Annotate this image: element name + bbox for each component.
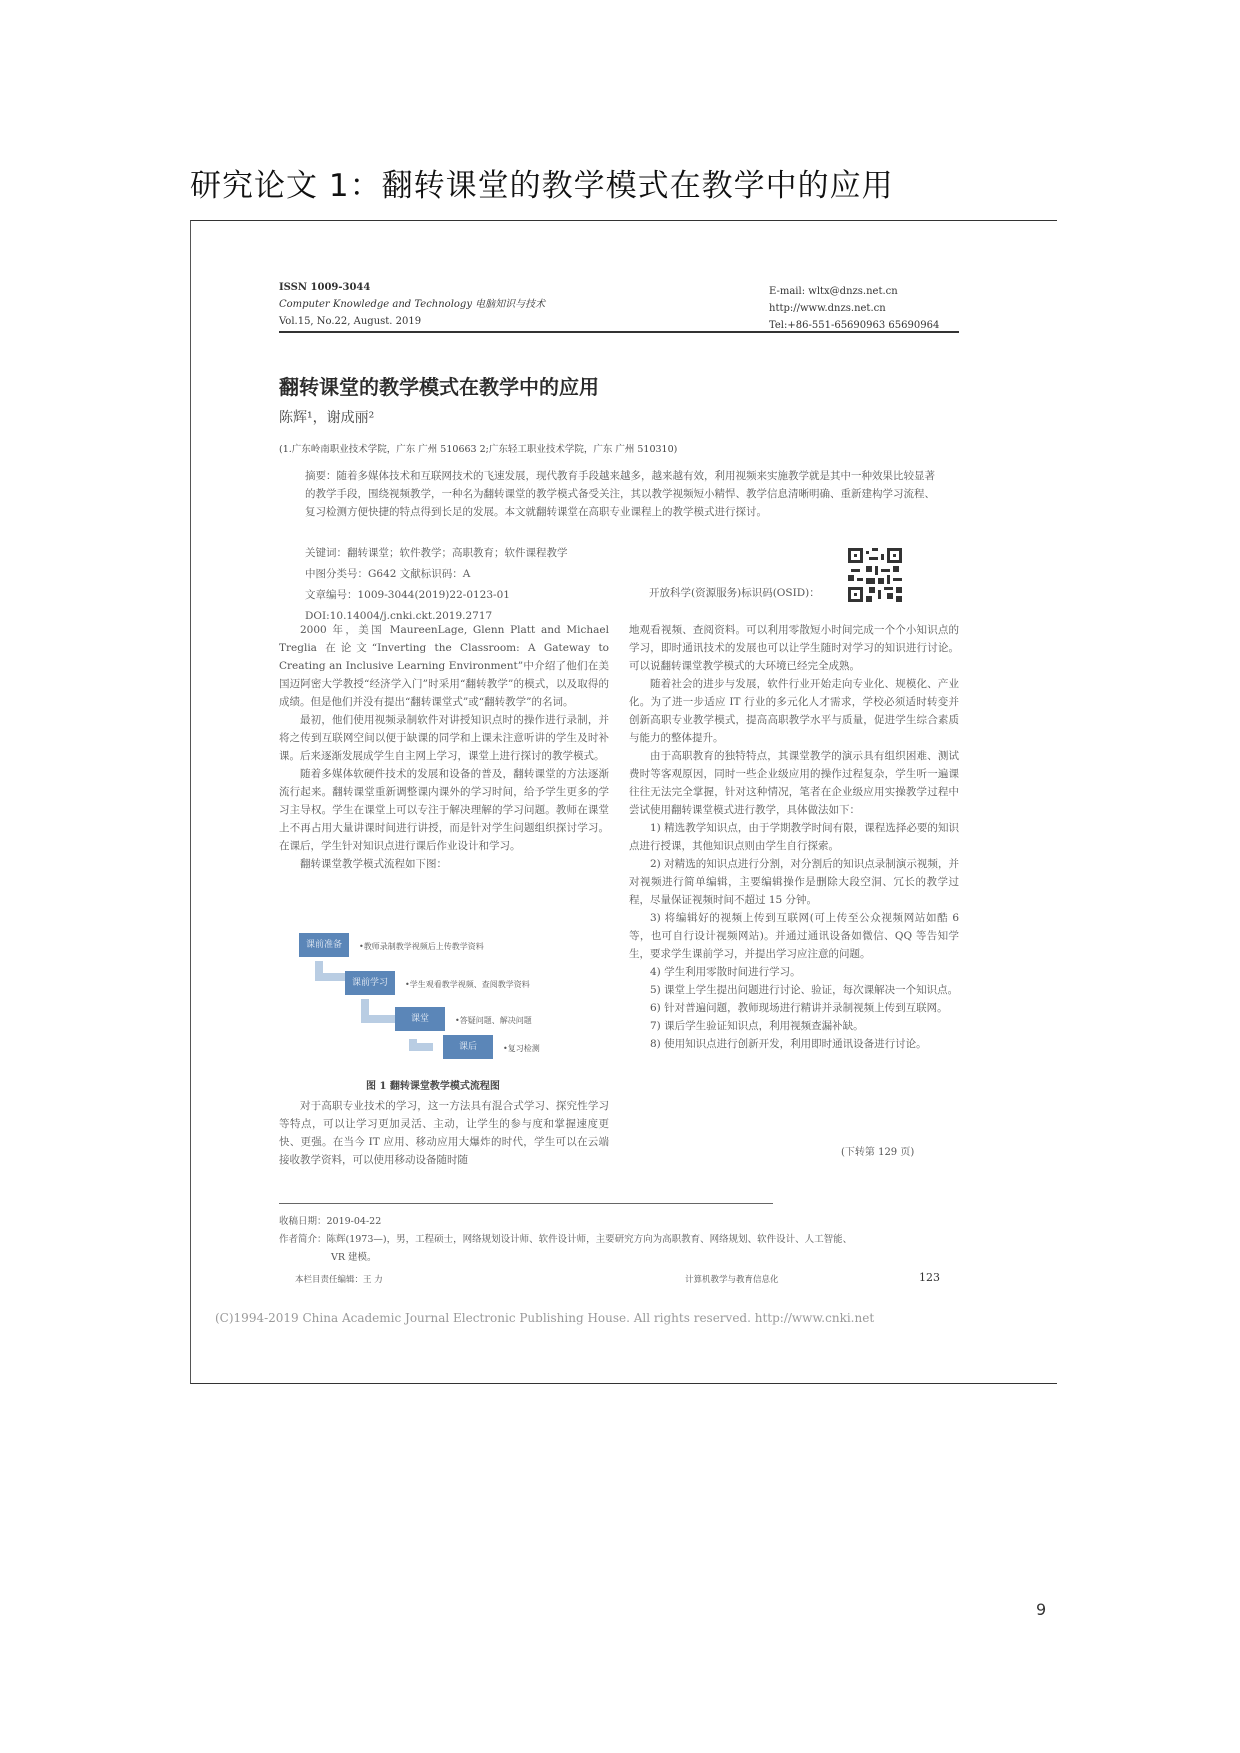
- journal-header-left: [279, 279, 545, 330]
- flow-box-after-class: 课后: [443, 1035, 493, 1059]
- article-authors: 陈辉¹，谢成丽²: [279, 410, 375, 426]
- page-number: 9: [1036, 1600, 1047, 1619]
- right-column: [629, 621, 959, 1053]
- flow-box-in-class: 课堂: [395, 1007, 445, 1031]
- list-item: 3) 将编辑好的视频上传到互联网(可上传至公众视频网站如酷 6 等，也可自行设计视频网站)。并通过通讯设备如微信、QQ 等告知学生，要求学生课前学习，并提出学习应注意的问题。: [629, 912, 959, 960]
- left-column-continuation: [279, 1097, 609, 1169]
- list-item: 6) 针对普遍问题，教师现场进行精讲并录制视频上传到互联网。: [650, 1002, 948, 1014]
- qr-code-icon: [848, 548, 902, 602]
- paragraph: 对于高职专业技术的学习，这一方法具有混合式学习、探究性学习等特点，可以让学习更加灵活、主动，让学生的参与度和掌握速度更快、更强。在当今 IT 应用、移动应用大爆炸的时代，学生可以在云端接收教学资料，可以使用移动设备随时随: [279, 1100, 609, 1166]
- scanned-article-frame: [190, 220, 1057, 1384]
- phone-line: Tel:+86-551-65690963 65690964: [769, 320, 940, 331]
- continued-note: (下转第 129 页): [841, 1147, 915, 1158]
- author-bio: 作者简介：陈辉(1973—)，男，工程硕士，网络规划设计师、软件设计师，主要研究方向为高职教育、网络规划、软件设计、人工智能、: [279, 1234, 853, 1245]
- footnote-rule: [279, 1203, 773, 1204]
- article-number: 文章编号：1009-3044(2019)22-0123-01: [305, 589, 510, 601]
- article-title: 翻转课堂的教学模式在教学中的应用: [279, 375, 599, 399]
- article-meta: [305, 543, 568, 627]
- paragraph: 由于高职教育的独特特点，其课堂教学的演示具有组织困难、测试费时等客观原因，同时一些企业级应用的操作过程复杂，学生听一遍课往往无法完全掌握，针对这种情况，笔者在企业级应用实操教学过程中尝试使用翻转课堂模式进行教学，具体做法如下：: [629, 750, 959, 816]
- footer-page-number: 123: [919, 1271, 940, 1284]
- scanned-article: [191, 221, 1057, 1383]
- website-line: http://www.dnzs.net.cn: [769, 303, 886, 314]
- footer-section: 计算机教学与教育信息化: [685, 1275, 779, 1285]
- email-line: E-mail: wltx@dnzs.net.cn: [769, 286, 898, 297]
- paragraph: 地观看视频、查阅资料。可以利用零散短小时间完成一个个小知识点的学习，即时通讯技术的发展也可以让学生随时对学习的知识进行讨论。可以说翻转课堂教学模式的大环境已经完全成熟。: [629, 624, 959, 672]
- paragraph: 随着多媒体软硬件技术的发展和设备的普及，翻转课堂的方法逐渐流行起来。翻转课堂重新调整课内课外的学习时间，给予学生更多的学习主导权。学生在课堂上可以专注于解决理解的学习问题。教师在课堂上不再占用大量讲课时间进行讲授，而是针对学生问题组织探讨学习。在课后，学生针对知识点进行课后作业设计和学习。: [279, 768, 609, 852]
- article-abstract: 摘要：随着多媒体技术和互联网技术的飞速发展，现代教育手段越来越多，越来越有效，利用视频来实施教学就是其中一种效果比较显著的教学手段，围绕视频教学，一种名为翻转课堂的教学模式备受关注，其以教学视频短小精悍、教学信息清晰明确、重新建构学习流程、复习检测方便快捷的特点得到长足的发展。本文就翻转课堂在高职专业课程上的教学模式进行探讨。: [305, 470, 935, 518]
- list-item: 2) 对精选的知识点进行分割，对分割后的知识点录制演示视频，并对视频进行简单编辑，主要编辑操作是删除大段空洞、冗长的教学过程，尽量保证视频时间不超过 15 分钟。: [629, 858, 959, 906]
- received-date: 收稿日期：2019-04-22: [279, 1216, 382, 1227]
- author-bio-continuation: VR 建模。: [331, 1252, 377, 1263]
- list-item: 7) 课后学生验证知识点，利用视频查漏补缺。: [650, 1020, 864, 1032]
- list-item: 1) 精选教学知识点，由于学期教学时间有限，课程选择必要的知识点进行授课，其他知识点则由学生自行探索。: [629, 822, 959, 852]
- issn-line: ISSN 1009-3044: [279, 282, 371, 293]
- paragraph: 最初，他们使用视频录制软件对讲授知识点时的操作进行录制，并将之传到互联网空间以便于缺课的同学和上课未注意听讲的学生及时补课。后来逐渐发展成学生自主网上学习，课堂上进行探讨的教学模式。: [279, 714, 609, 762]
- copyright-notice: (C)1994-2019 China Academic Journal Electronic Publishing House. All rights reserved. http://www.cnki.net: [215, 1311, 875, 1325]
- flow-note-after-class: •复习检测: [503, 1044, 540, 1053]
- keywords: 关键词：翻转课堂；软件教学；高职教育；软件课程教学: [305, 547, 568, 559]
- list-item: 8) 使用知识点进行创新开发，利用即时通讯设备进行讨论。: [650, 1038, 927, 1050]
- article-affiliation: (1.广东岭南职业技术学院，广东 广州 510663 2;广东轻工职业技术学院，广东 广州 510310): [279, 444, 678, 455]
- header-rule: [279, 331, 959, 333]
- journal-header-right: [769, 283, 939, 334]
- flow-diagram: [299, 925, 619, 1065]
- paragraph: 翻转课堂教学模式流程如下图：: [300, 858, 447, 870]
- page-title: 研究论文 1：翻转课堂的教学模式在教学中的应用: [190, 168, 894, 204]
- flow-note-pre-class: •教师录制教学视频后上传教学资料: [359, 942, 484, 951]
- list-item: 5) 课堂上学生提出问题进行讨论、验证，每次课解决一个知识点。: [650, 984, 959, 996]
- classification: 中图分类号：G642 文献标识码：A: [305, 568, 471, 580]
- volume-line: Vol.15, No.22, August. 2019: [279, 316, 422, 327]
- list-item: 4) 学生利用零散时间进行学习。: [650, 966, 801, 978]
- osid-label: 开放科学(资源服务)标识码(OSID)：: [649, 587, 820, 599]
- doi: DOI:10.14004/j.cnki.ckt.2019.2717: [305, 610, 493, 622]
- footer-editor: 本栏目责任编辑：王 力: [295, 1275, 383, 1285]
- paragraph: 随着社会的进步与发展，软件行业开始走向专业化、规模化、产业化。为了进一步适应 IT 行业的多元化人才需求，学校必须适时转变并创新高职专业教学模式，提高高职教学水平与质量，促进学生综合素质与能力的整体提升。: [629, 678, 959, 744]
- flow-box-pre-study: 课前学习: [345, 971, 395, 995]
- paragraph: 2000 年，美国 MaureenLage, Glenn Platt and Michael Treglia 在论文“Inverting the Classroom: A Gateway to Creating an Inclusive Learning Environment”中介绍了他们在美国迈阿密大学教授“经济学入门”时采用“翻转教学”的模式，以及取得的成绩。但是他们并没有提出“翻转课堂式”或“翻转教学”的名词。: [279, 624, 609, 708]
- flow-note-in-class: •答疑问题、解决问题: [455, 1016, 532, 1025]
- left-column: [279, 621, 609, 873]
- flow-box-pre-class: 课前准备: [299, 933, 349, 957]
- journal-name-line: Computer Knowledge and Technology 电脑知识与技术: [279, 299, 546, 310]
- figure-caption: 图 1 翻转课堂教学模式流程图: [366, 1081, 500, 1092]
- footnotes: [279, 1213, 959, 1267]
- flow-note-pre-study: •学生观看教学视频、查阅教学资料: [405, 980, 530, 989]
